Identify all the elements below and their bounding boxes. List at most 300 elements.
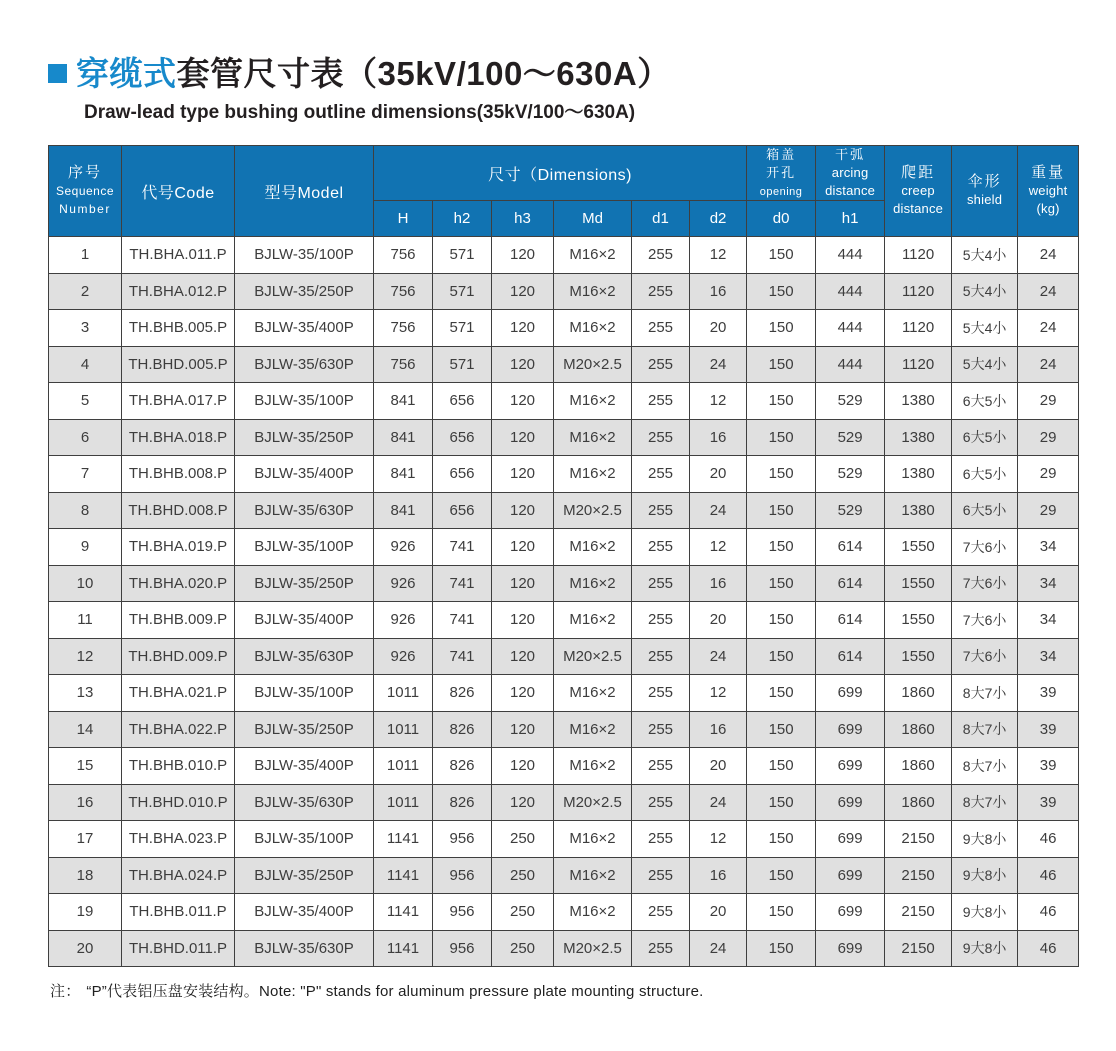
cell-d1: 255	[632, 748, 690, 785]
cell-H: 1011	[374, 748, 433, 785]
cell-Md: M16×2	[554, 419, 632, 456]
cell-d0: 150	[747, 821, 816, 858]
cell-d0: 150	[747, 456, 816, 493]
cell-h3: 120	[492, 711, 554, 748]
cell-h3: 120	[492, 529, 554, 566]
cell-h2: 741	[433, 638, 492, 675]
cell-code: TH.BHB.009.P	[122, 602, 235, 639]
cell-seq: 7	[49, 456, 122, 493]
cell-h2: 826	[433, 711, 492, 748]
cell-shield: 9大8小	[952, 821, 1018, 858]
cell-weight: 29	[1018, 456, 1079, 493]
cell-creep: 1550	[885, 638, 952, 675]
cell-h3: 250	[492, 930, 554, 967]
cell-h3: 120	[492, 784, 554, 821]
cell-code: TH.BHA.021.P	[122, 675, 235, 712]
col-header-h1: h1	[816, 201, 885, 237]
cell-model: BJLW-35/100P	[235, 237, 374, 274]
cell-code: TH.BHA.017.P	[122, 383, 235, 420]
cell-creep: 1860	[885, 711, 952, 748]
table-row	[49, 894, 1079, 931]
cell-code: TH.BHA.020.P	[122, 565, 235, 602]
cell-code: TH.BHB.011.P	[122, 894, 235, 931]
cell-model: BJLW-35/250P	[235, 711, 374, 748]
table-row	[49, 310, 1079, 347]
table-row	[49, 675, 1079, 712]
cell-d0: 150	[747, 273, 816, 310]
cell-shield: 6大5小	[952, 419, 1018, 456]
cell-h3: 120	[492, 456, 554, 493]
col-header-opening-zh2: 开孔	[766, 165, 797, 181]
table-row	[49, 383, 1079, 420]
table-row	[49, 602, 1079, 639]
cell-seq: 10	[49, 565, 122, 602]
cell-seq: 4	[49, 346, 122, 383]
cell-h3: 250	[492, 821, 554, 858]
cell-h1: 444	[816, 346, 885, 383]
cell-seq: 8	[49, 492, 122, 529]
col-header-sequence	[49, 146, 122, 237]
cell-d2: 24	[690, 346, 747, 383]
cell-H: 1141	[374, 894, 433, 931]
table-row	[49, 748, 1079, 785]
cell-d2: 12	[690, 821, 747, 858]
cell-h3: 120	[492, 638, 554, 675]
cell-model: BJLW-35/630P	[235, 784, 374, 821]
cell-H: 756	[374, 237, 433, 274]
cell-seq: 5	[49, 383, 122, 420]
col-header-weight-en: weight	[1028, 183, 1068, 199]
cell-model: BJLW-35/100P	[235, 383, 374, 420]
table-row	[49, 821, 1079, 858]
cell-d0: 150	[747, 784, 816, 821]
cell-h1: 529	[816, 383, 885, 420]
cell-code: TH.BHD.010.P	[122, 784, 235, 821]
cell-h2: 956	[433, 857, 492, 894]
cell-Md: M16×2	[554, 821, 632, 858]
cell-H: 926	[374, 565, 433, 602]
cell-H: 1011	[374, 675, 433, 712]
cell-d1: 255	[632, 638, 690, 675]
cell-H: 1141	[374, 930, 433, 967]
cell-h1: 614	[816, 529, 885, 566]
cell-seq: 1	[49, 237, 122, 274]
cell-h1: 444	[816, 310, 885, 347]
cell-h3: 120	[492, 748, 554, 785]
col-header-opening-en: opening	[759, 186, 803, 199]
cell-seq: 19	[49, 894, 122, 931]
col-header-weight-unit: (kg)	[1036, 201, 1060, 217]
cell-weight: 29	[1018, 383, 1079, 420]
cell-h3: 120	[492, 675, 554, 712]
cell-H: 841	[374, 383, 433, 420]
cell-H: 841	[374, 419, 433, 456]
cell-shield: 7大6小	[952, 602, 1018, 639]
cell-model: BJLW-35/400P	[235, 894, 374, 931]
cell-d2: 12	[690, 675, 747, 712]
cell-d2: 20	[690, 310, 747, 347]
cell-h1: 444	[816, 237, 885, 274]
cell-h1: 699	[816, 784, 885, 821]
table-row	[49, 273, 1079, 310]
cell-d2: 12	[690, 383, 747, 420]
table-row	[49, 419, 1079, 456]
cell-seq: 6	[49, 419, 122, 456]
table-row	[49, 529, 1079, 566]
table-row	[49, 346, 1079, 383]
cell-shield: 9大8小	[952, 894, 1018, 931]
cell-shield: 7大6小	[952, 529, 1018, 566]
page-title-highlight: 穿缆式	[76, 55, 177, 92]
cell-d0: 150	[747, 894, 816, 931]
page-title-rest: 套管尺寸表（35kV/100～630A）	[176, 55, 671, 92]
cell-d0: 150	[747, 602, 816, 639]
cell-Md: M16×2	[554, 529, 632, 566]
table-row	[49, 456, 1079, 493]
cell-H: 756	[374, 346, 433, 383]
cell-creep: 1120	[885, 237, 952, 274]
cell-weight: 34	[1018, 602, 1079, 639]
cell-shield: 5大4小	[952, 346, 1018, 383]
cell-model: BJLW-35/100P	[235, 529, 374, 566]
col-header-sequence-zh: 序号	[67, 164, 102, 182]
col-header-model: 型号Model	[235, 146, 374, 237]
cell-weight: 24	[1018, 273, 1079, 310]
cell-Md: M16×2	[554, 273, 632, 310]
table-row	[49, 237, 1079, 274]
cell-H: 926	[374, 638, 433, 675]
cell-h3: 120	[492, 237, 554, 274]
cell-H: 841	[374, 456, 433, 493]
cell-d2: 20	[690, 894, 747, 931]
cell-d2: 20	[690, 602, 747, 639]
cell-d1: 255	[632, 602, 690, 639]
cell-model: BJLW-35/250P	[235, 273, 374, 310]
cell-model: BJLW-35/630P	[235, 930, 374, 967]
cell-weight: 29	[1018, 492, 1079, 529]
cell-Md: M16×2	[554, 675, 632, 712]
cell-d1: 255	[632, 675, 690, 712]
cell-h2: 956	[433, 894, 492, 931]
cell-Md: M16×2	[554, 894, 632, 931]
cell-model: BJLW-35/400P	[235, 310, 374, 347]
cell-Md: M20×2.5	[554, 638, 632, 675]
cell-shield: 6大5小	[952, 492, 1018, 529]
col-header-h3: h3	[492, 201, 554, 237]
cell-creep: 1550	[885, 565, 952, 602]
col-header-arcing-zh: 干弧	[835, 147, 866, 163]
cell-model: BJLW-35/250P	[235, 565, 374, 602]
cell-seq: 13	[49, 675, 122, 712]
col-header-code: 代号Code	[122, 146, 235, 237]
cell-model: BJLW-35/400P	[235, 602, 374, 639]
spec-table	[48, 145, 1079, 967]
cell-d1: 255	[632, 273, 690, 310]
cell-d2: 16	[690, 711, 747, 748]
col-header-creep-en1: creep	[901, 183, 935, 199]
cell-Md: M16×2	[554, 711, 632, 748]
cell-weight: 39	[1018, 784, 1079, 821]
cell-h2: 656	[433, 456, 492, 493]
cell-Md: M20×2.5	[554, 930, 632, 967]
cell-H: 926	[374, 529, 433, 566]
col-header-arcing-en2: distance	[825, 183, 876, 199]
cell-d0: 150	[747, 711, 816, 748]
cell-h2: 571	[433, 346, 492, 383]
table-row	[49, 492, 1079, 529]
cell-code: TH.BHD.009.P	[122, 638, 235, 675]
cell-d0: 150	[747, 529, 816, 566]
cell-d1: 255	[632, 711, 690, 748]
cell-seq: 11	[49, 602, 122, 639]
col-header-arcing	[816, 146, 885, 201]
cell-d1: 255	[632, 821, 690, 858]
cell-h1: 529	[816, 419, 885, 456]
cell-creep: 2150	[885, 821, 952, 858]
cell-d0: 150	[747, 748, 816, 785]
cell-h2: 956	[433, 821, 492, 858]
cell-h1: 699	[816, 821, 885, 858]
cell-seq: 2	[49, 273, 122, 310]
footnote-text: “P”代表铝压盘安装结构。Note: "P" stands for aluminum pressure plate mounting structure.	[86, 983, 704, 1001]
cell-d2: 24	[690, 638, 747, 675]
cell-h2: 656	[433, 383, 492, 420]
col-header-creep-zh: 爬距	[901, 164, 936, 182]
cell-weight: 24	[1018, 346, 1079, 383]
page-subtitle: Draw-lead type bushing outline dimensions(35kV/100～630A)	[84, 102, 636, 124]
cell-d0: 150	[747, 638, 816, 675]
cell-d2: 16	[690, 565, 747, 602]
cell-d1: 255	[632, 383, 690, 420]
cell-h3: 120	[492, 346, 554, 383]
cell-model: BJLW-35/250P	[235, 419, 374, 456]
cell-shield: 8大7小	[952, 748, 1018, 785]
cell-h3: 120	[492, 565, 554, 602]
cell-creep: 1120	[885, 346, 952, 383]
cell-d2: 16	[690, 273, 747, 310]
cell-seq: 3	[49, 310, 122, 347]
cell-shield: 9大8小	[952, 930, 1018, 967]
col-header-d0: d0	[747, 201, 816, 237]
cell-d0: 150	[747, 930, 816, 967]
cell-weight: 46	[1018, 894, 1079, 931]
cell-seq: 17	[49, 821, 122, 858]
cell-creep: 1550	[885, 602, 952, 639]
cell-h3: 120	[492, 310, 554, 347]
cell-d0: 150	[747, 419, 816, 456]
cell-h1: 699	[816, 930, 885, 967]
cell-h2: 826	[433, 784, 492, 821]
cell-creep: 1120	[885, 310, 952, 347]
cell-weight: 46	[1018, 930, 1079, 967]
cell-shield: 7大6小	[952, 565, 1018, 602]
cell-code: TH.BHD.011.P	[122, 930, 235, 967]
cell-creep: 1380	[885, 492, 952, 529]
cell-weight: 46	[1018, 821, 1079, 858]
cell-Md: M20×2.5	[554, 784, 632, 821]
col-header-shield	[952, 146, 1018, 237]
cell-Md: M16×2	[554, 748, 632, 785]
cell-H: 756	[374, 310, 433, 347]
cell-Md: M16×2	[554, 310, 632, 347]
cell-h2: 826	[433, 748, 492, 785]
cell-h1: 529	[816, 492, 885, 529]
cell-creep: 1120	[885, 273, 952, 310]
col-header-d2: d2	[690, 201, 747, 237]
cell-Md: M16×2	[554, 602, 632, 639]
cell-shield: 5大4小	[952, 237, 1018, 274]
cell-code: TH.BHA.018.P	[122, 419, 235, 456]
cell-d2: 24	[690, 784, 747, 821]
spec-table-body	[49, 237, 1079, 967]
cell-d2: 12	[690, 529, 747, 566]
cell-d2: 24	[690, 492, 747, 529]
cell-d2: 16	[690, 419, 747, 456]
cell-h1: 699	[816, 857, 885, 894]
cell-d1: 255	[632, 894, 690, 931]
cell-d0: 150	[747, 492, 816, 529]
col-header-sequence-en2: Number	[59, 202, 111, 217]
cell-creep: 2150	[885, 857, 952, 894]
cell-weight: 34	[1018, 529, 1079, 566]
cell-h3: 120	[492, 273, 554, 310]
cell-h2: 741	[433, 565, 492, 602]
cell-H: 1011	[374, 711, 433, 748]
cell-h1: 529	[816, 456, 885, 493]
col-header-creep-en2: distance	[893, 201, 944, 217]
cell-d1: 255	[632, 346, 690, 383]
cell-creep: 2150	[885, 894, 952, 931]
cell-seq: 12	[49, 638, 122, 675]
cell-shield: 6大5小	[952, 456, 1018, 493]
cell-creep: 1860	[885, 784, 952, 821]
col-header-opening-zh1: 箱盖	[766, 147, 797, 163]
cell-h2: 571	[433, 310, 492, 347]
cell-h3: 250	[492, 857, 554, 894]
col-header-weight	[1018, 146, 1079, 237]
cell-H: 1011	[374, 784, 433, 821]
cell-d0: 150	[747, 310, 816, 347]
cell-shield: 8大7小	[952, 784, 1018, 821]
cell-code: TH.BHA.011.P	[122, 237, 235, 274]
title-block	[48, 56, 1116, 92]
cell-seq: 15	[49, 748, 122, 785]
cell-weight: 46	[1018, 857, 1079, 894]
cell-d0: 150	[747, 565, 816, 602]
cell-h2: 656	[433, 419, 492, 456]
cell-model: BJLW-35/400P	[235, 748, 374, 785]
cell-d1: 255	[632, 565, 690, 602]
cell-code: TH.BHB.010.P	[122, 748, 235, 785]
cell-h2: 826	[433, 675, 492, 712]
cell-d2: 20	[690, 748, 747, 785]
cell-model: BJLW-35/100P	[235, 821, 374, 858]
cell-d2: 24	[690, 930, 747, 967]
cell-d0: 150	[747, 383, 816, 420]
cell-d1: 255	[632, 456, 690, 493]
cell-Md: M20×2.5	[554, 346, 632, 383]
cell-creep: 1550	[885, 529, 952, 566]
cell-H: 841	[374, 492, 433, 529]
page-title	[76, 56, 671, 92]
cell-model: BJLW-35/630P	[235, 346, 374, 383]
cell-d1: 255	[632, 237, 690, 274]
cell-shield: 9大8小	[952, 857, 1018, 894]
cell-h1: 444	[816, 273, 885, 310]
cell-d0: 150	[747, 675, 816, 712]
cell-Md: M16×2	[554, 857, 632, 894]
cell-d1: 255	[632, 492, 690, 529]
cell-H: 756	[374, 273, 433, 310]
col-header-h2: h2	[433, 201, 492, 237]
cell-seq: 18	[49, 857, 122, 894]
table-row	[49, 784, 1079, 821]
footnote	[50, 980, 1116, 1001]
cell-d1: 255	[632, 310, 690, 347]
cell-H: 926	[374, 602, 433, 639]
cell-shield: 5大4小	[952, 310, 1018, 347]
cell-weight: 24	[1018, 237, 1079, 274]
cell-model: BJLW-35/400P	[235, 456, 374, 493]
cell-h1: 614	[816, 565, 885, 602]
cell-shield: 7大6小	[952, 638, 1018, 675]
cell-Md: M16×2	[554, 237, 632, 274]
cell-creep: 1380	[885, 419, 952, 456]
cell-code: TH.BHB.005.P	[122, 310, 235, 347]
cell-d1: 255	[632, 419, 690, 456]
cell-H: 1141	[374, 857, 433, 894]
cell-h3: 120	[492, 602, 554, 639]
cell-h1: 614	[816, 638, 885, 675]
cell-weight: 39	[1018, 748, 1079, 785]
cell-weight: 39	[1018, 675, 1079, 712]
cell-H: 1141	[374, 821, 433, 858]
cell-h2: 741	[433, 529, 492, 566]
cell-creep: 2150	[885, 930, 952, 967]
cell-h1: 699	[816, 894, 885, 931]
cell-h1: 699	[816, 675, 885, 712]
table-row	[49, 565, 1079, 602]
cell-model: BJLW-35/630P	[235, 492, 374, 529]
cell-h3: 250	[492, 894, 554, 931]
cell-creep: 1860	[885, 675, 952, 712]
cell-h1: 699	[816, 748, 885, 785]
cell-d0: 150	[747, 346, 816, 383]
col-header-sequence-en1: Sequence	[55, 184, 115, 199]
cell-code: TH.BHD.008.P	[122, 492, 235, 529]
col-header-arcing-en1: arcing	[831, 165, 869, 181]
cell-weight: 34	[1018, 565, 1079, 602]
cell-shield: 8大7小	[952, 675, 1018, 712]
cell-weight: 39	[1018, 711, 1079, 748]
cell-seq: 16	[49, 784, 122, 821]
col-header-shield-en: shield	[966, 192, 1003, 208]
col-header-shield-zh: 伞形	[967, 173, 1002, 191]
cell-h2: 956	[433, 930, 492, 967]
cell-d1: 255	[632, 784, 690, 821]
cell-Md: M20×2.5	[554, 492, 632, 529]
cell-d1: 255	[632, 529, 690, 566]
table-row	[49, 930, 1079, 967]
col-header-opening	[747, 146, 816, 201]
cell-Md: M16×2	[554, 565, 632, 602]
cell-model: BJLW-35/250P	[235, 857, 374, 894]
footnote-prefix: 注：	[50, 983, 81, 1001]
cell-code: TH.BHA.019.P	[122, 529, 235, 566]
cell-weight: 24	[1018, 310, 1079, 347]
cell-h1: 614	[816, 602, 885, 639]
cell-h2: 656	[433, 492, 492, 529]
